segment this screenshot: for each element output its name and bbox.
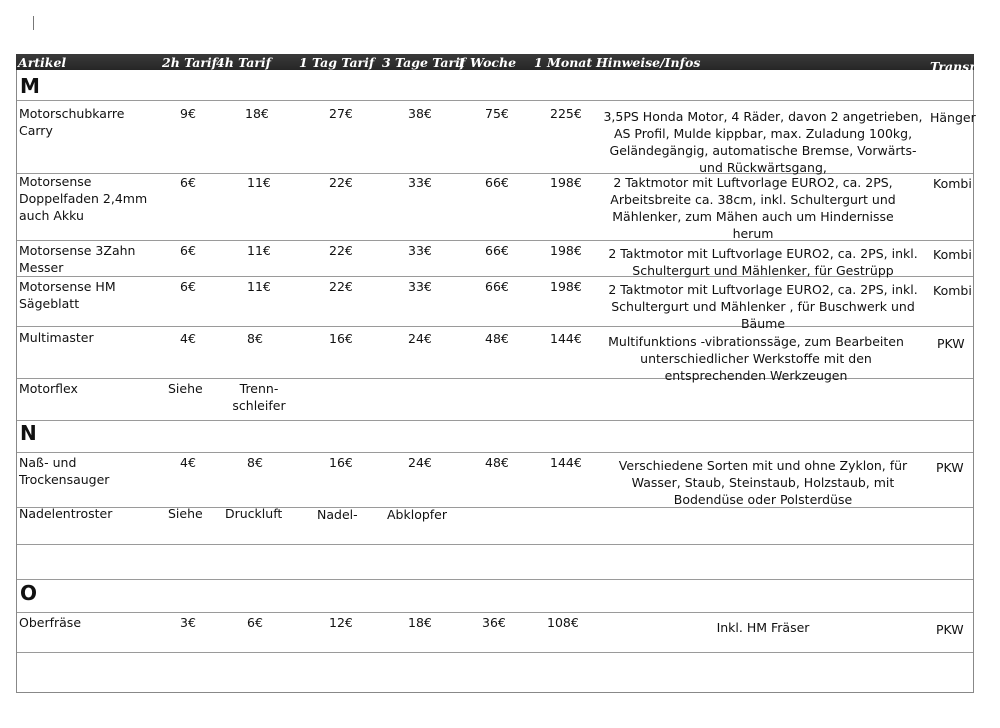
price-3-tage: Abklopfer bbox=[387, 507, 448, 522]
price-4h: Druckluft bbox=[225, 506, 283, 521]
price-1-monat: 225€ bbox=[550, 106, 582, 121]
price-4h: Trenn- schleifer bbox=[232, 381, 286, 413]
price-2h: 6€ bbox=[180, 279, 196, 294]
row-divider bbox=[17, 579, 973, 580]
info-text: 2 Taktmotor mit Luftvorlage EURO2, ca. 2PS, inkl. Schultergurt und Mählenker , für Buschwerk und Bäume bbox=[608, 282, 918, 331]
price-1-woche: 36€ bbox=[482, 615, 506, 630]
table-header bbox=[16, 54, 983, 74]
price-2h: Siehe bbox=[168, 381, 203, 396]
price-2h: 4€ bbox=[180, 455, 196, 470]
header-4h-tarif: 4h Tarif bbox=[216, 55, 272, 70]
price-4h: 8€ bbox=[247, 455, 263, 470]
header-hinweise: Hinweise/Infos bbox=[596, 55, 701, 70]
row-divider bbox=[17, 452, 973, 453]
price-3-tage: 33€ bbox=[408, 243, 432, 258]
price-4h: 8€ bbox=[247, 331, 263, 346]
article-name: Naß- und Trockensauger bbox=[19, 455, 110, 487]
transport-type: Kombi bbox=[933, 247, 972, 262]
price-1-tag: 16€ bbox=[329, 331, 353, 346]
article-name: Motorsense 3Zahn Messer bbox=[19, 243, 136, 275]
price-4h: 18€ bbox=[245, 106, 269, 121]
transport-type: Kombi bbox=[933, 283, 972, 298]
price-1-woche: 66€ bbox=[485, 279, 509, 294]
price-1-monat: 144€ bbox=[550, 331, 582, 346]
transport-type: Hänger bbox=[930, 110, 976, 125]
header-transp: Transp. bbox=[930, 59, 983, 74]
price-1-tag: 12€ bbox=[329, 615, 353, 630]
row-divider bbox=[17, 652, 973, 653]
row-divider bbox=[17, 420, 973, 421]
info-text: Verschiedene Sorten mit und ohne Zyklon, für Wasser, Staub, Steinstaub, Holzstaub, mit Bodendüse oder Polsterdüse bbox=[618, 458, 908, 507]
price-1-monat: 144€ bbox=[550, 455, 582, 470]
price-1-monat: 198€ bbox=[550, 175, 582, 190]
price-1-tag: 22€ bbox=[329, 175, 353, 190]
price-1-tag: Nadel- bbox=[317, 507, 358, 522]
price-1-woche: 48€ bbox=[485, 331, 509, 346]
article-name: Multimaster bbox=[19, 330, 94, 345]
article-name: Motorflex bbox=[19, 381, 78, 396]
price-1-monat: 198€ bbox=[550, 279, 582, 294]
info-text: Multifunktions -vibrationssäge, zum Bearbeiten unterschiedlicher Werkstoffe mit den entsprechenden Werkzeugen bbox=[608, 334, 904, 383]
header-3-tage-tarif: 3 Tage Tarif bbox=[382, 55, 466, 70]
price-3-tage: 33€ bbox=[408, 279, 432, 294]
price-4h: 11€ bbox=[247, 243, 271, 258]
price-1-monat: 198€ bbox=[550, 243, 582, 258]
price-2h: 4€ bbox=[180, 331, 196, 346]
price-1-woche: 48€ bbox=[485, 455, 509, 470]
transport-type: Kombi bbox=[933, 176, 972, 191]
row-divider bbox=[17, 544, 973, 545]
transport-type: PKW bbox=[937, 336, 965, 351]
price-1-tag: 27€ bbox=[329, 106, 353, 121]
price-1-woche: 66€ bbox=[485, 175, 509, 190]
transport-type: PKW bbox=[936, 622, 964, 637]
price-2h: 6€ bbox=[180, 243, 196, 258]
price-2h: 6€ bbox=[180, 175, 196, 190]
price-3-tage: 24€ bbox=[408, 331, 432, 346]
info-text: 2 Taktmotor mit Luftvorlage EURO2, ca. 2PS, inkl. Schultergurt und Mählenker, für Gestrüpp bbox=[608, 246, 918, 278]
section-letter-n: N bbox=[20, 421, 37, 445]
price-1-tag: 22€ bbox=[329, 279, 353, 294]
price-4h: 11€ bbox=[247, 175, 271, 190]
article-name: Motorsense Doppelfaden 2,4mm auch Akku bbox=[19, 174, 148, 223]
article-name: Motorschubkarre Carry bbox=[19, 106, 125, 138]
price-1-woche: 75€ bbox=[485, 106, 509, 121]
price-3-tage: 33€ bbox=[408, 175, 432, 190]
header-artikel: Artikel bbox=[18, 55, 67, 70]
info-text: 3,5PS Honda Motor, 4 Räder, davon 2 angetrieben, AS Profil, Mulde kippbar, max. Zuladung 100kg, Geländegängig, automatische Bremse, Vorwärts- und Rückwärtsgang, bbox=[603, 109, 923, 175]
price-1-woche: 66€ bbox=[485, 243, 509, 258]
price-1-tag: 16€ bbox=[329, 455, 353, 470]
header-2h-tarif: 2h Tarif bbox=[162, 55, 218, 70]
section-letter-m: M bbox=[20, 74, 40, 98]
article-name: Oberfräse bbox=[19, 615, 82, 630]
article-name: Nadelentroster bbox=[19, 506, 113, 521]
price-2h: 9€ bbox=[180, 106, 196, 121]
price-3-tage: 24€ bbox=[408, 455, 432, 470]
info-text: 2 Taktmotor mit Luftvorlage EURO2, ca. 2PS, Arbeitsbreite ca. 38cm, inkl. Schultergurt und Mählenker, zum Mähen auch um Hindernisse herum bbox=[610, 175, 896, 241]
price-1-monat: 108€ bbox=[547, 615, 579, 630]
price-1-tag: 22€ bbox=[329, 243, 353, 258]
table-body bbox=[16, 70, 974, 693]
section-letter-o: O bbox=[20, 581, 38, 605]
price-4h: 6€ bbox=[247, 615, 263, 630]
row-divider bbox=[17, 100, 973, 101]
header-1-monat: 1 Monat bbox=[534, 55, 593, 70]
row-divider bbox=[17, 612, 973, 613]
scan-mark bbox=[33, 16, 34, 30]
info-text: Inkl. HM Fräser bbox=[716, 620, 810, 635]
price-3-tage: 38€ bbox=[408, 106, 432, 121]
transport-type: PKW bbox=[936, 460, 964, 475]
header-1-tag-tarif: 1 Tag Tarif bbox=[299, 55, 375, 70]
price-2h: Siehe bbox=[168, 506, 203, 521]
header-1-woche: 1 Woche bbox=[457, 55, 517, 70]
price-2h: 3€ bbox=[180, 615, 196, 630]
price-3-tage: 18€ bbox=[408, 615, 432, 630]
article-name: Motorsense HM Sägeblatt bbox=[19, 279, 116, 311]
price-4h: 11€ bbox=[247, 279, 271, 294]
